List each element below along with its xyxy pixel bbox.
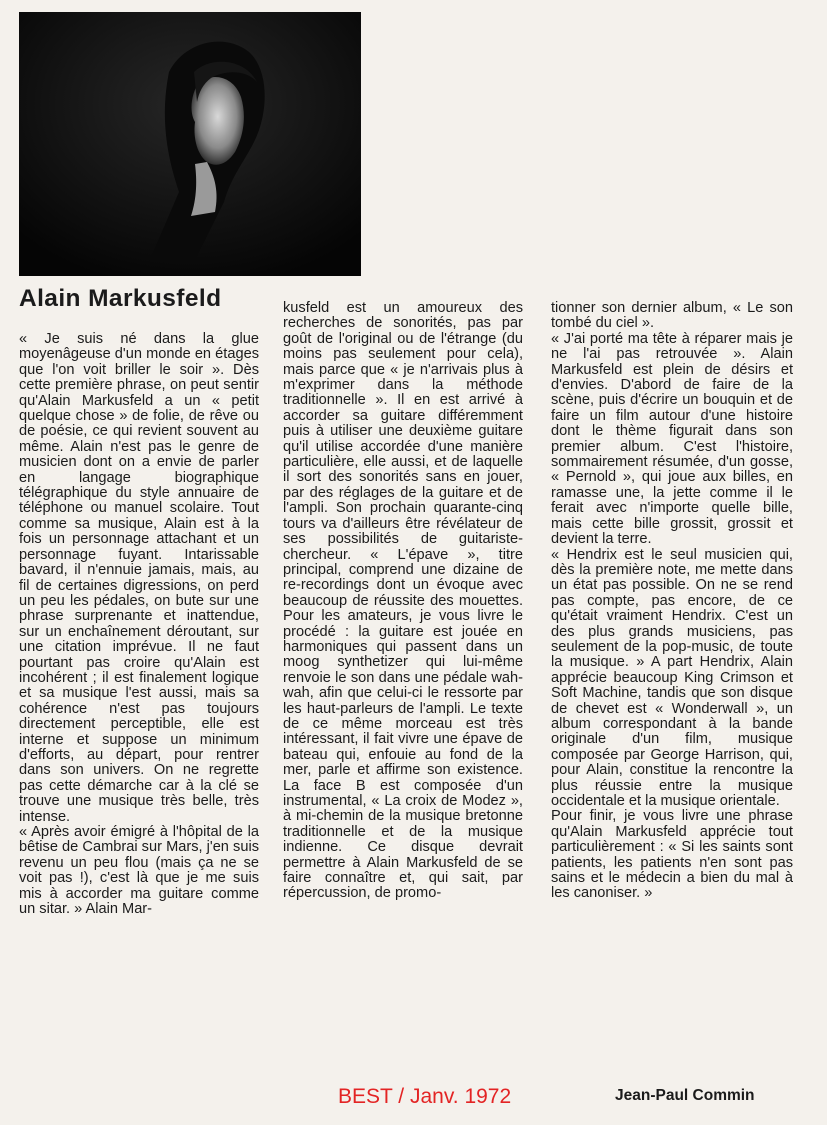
article-column-3 xyxy=(551,301,793,902)
column-text: kusfeld est un amoureux des recherches de sonorités, pas par goût de l'original ou de l'étrange (du moins pas seulement pour cela), mais parce que « je n'arrivais plus à m'exprimer dans la méthode traditionnelle ». Il en est arrivé à accorder sa guitare différemment puis à utiliser une deuxième guitare qu'il utilise accordée d'une manière particulière, elle aussi, et de laquelle il sort des sonorités sans en jouer, par des réglages de la guitare et de l'ampli. Son prochain quarante-cinq tours va d'ailleurs être révélateur de ses possibilités de guitariste-chercheur. « L'épave », titre principal, comprend une dizaine de re-recordings dont un évoque avec beaucoup de réussite des mouettes. Pour les amateurs, je vous livre le procédé : la guitare est jouée en harmoniques qui passent dans un moog synthetizer qui lui-même renvoie le son dans une pédale wah-wah, afin que celui-ci le ressorte par les haut-parleurs de l'ampli. Le texte de ce même morceau est très intéressant, il fait vivre une épave de bateau qui, enfouie au fond de la mer, parle et affirme son existence. La face B est composée d'un instrumental, « La croix de Modez », à mi-chemin de la musique bretonne traditionnelle et de la musique indienne. Ce disque devrait permettre à Alain Markusfeld de se faire connaître et, qui sait, par répercussion, de promo- xyxy=(283,300,523,902)
column-text: « Je suis né dans la glue moyenâgeuse d'un monde en étages que l'on voit briller le soir ». Dès cette première phrase, on peut sentir qu'Alain Markusfeld a un « petit quelque chose » de folie, de rêve ou de poésie, ce qui revient souvent au même. Alain n'est pas le genre de musicien dont on a envie de parler en langage biographique télégraphique du style annuaire de téléphone ou manuel scolaire. Tout comme sa musique, Alain est à la fois un personnage attachant et un personnage fuyant. Intarissable bavard, il n'ennuie jamais, mais, au fil de certaines digressions, on perd un peu les pédales, on bute sur une phrase surprenante et inattendue, sur un enchaînement déroutant, sur une citation imprévue. Il ne faut pourtant pas croire qu'Alain est incohérent ; il est finalement logique et sa musique l'est aussi, mais sa cohérence n'est pas toujours directement perceptible, elle est interne et suppose un minimum d'efforts, au départ, pour rentrer dans son univers. On ne regrette pas cette démarche car à la clé se trouve une musique très belle, très intense. « Après avoir émigré à l'hôpital de la bêtise de Cambrai sur Mars, j'en suis revenu un peu flou (mais ça ne se voit pas !), c'est là que je me suis mis à accorder ma guitare comme un sitar. » Alain Mar- xyxy=(19,331,259,918)
article-title: Alain Markusfeld xyxy=(19,285,222,312)
article-column-1 xyxy=(19,332,259,917)
portrait-illustration xyxy=(19,12,361,276)
source-credit: BEST / Janv. 1972 xyxy=(338,1085,512,1108)
author-byline: Jean-Paul Commin xyxy=(615,1087,755,1104)
column-text: tionner son dernier album, « Le son tombé du ciel ». « J'ai porté ma tête à réparer mais je ne l'ai pas retrouvée ». Alain Markusfeld est plein de désirs et d'envies. D'abord de faire de la scène, puis d'écrire un bouquin et de faire un film autour d'une histoire dont le thème figurait dans son premier album. C'est l'histoire, sommairement résumée, d'un gosse, « Pernold », qui joue aux billes, en ramasse une, la jette comme il le ferait avec n'importe quelle bille, mais cette bille grossit, grossit et devient la terre. « Hendrix est le seul musicien qui, dès la première note, me mette dans un état pas possible. On ne se rend pas compte, pas encore, de ce qu'était vraiment Hendrix. C'est un des plus grands musiciens, pas seulement de la pop-music, de toute la musique. » A part Hendrix, Alain apprécie beaucoup King Crimson et Soft Machine, tandis que son disque de chevet est « Wonderwall », un album correspondant à la bande originale d'un film, musique composée par George Harrison, qui, pour Alain, constitue la rencontre la plus réussie entre la musique occidentale et la musique orientale. Pour finir, je vous livre une phrase qu'Alain Markusfeld apprécie tout particulièrement : « Si les saints sont patients, les patients n'en sont pas sains et le médecin a bien du mal à les canoniser. » xyxy=(551,300,793,902)
article-column-2 xyxy=(283,301,523,902)
portrait-photo xyxy=(19,12,361,276)
